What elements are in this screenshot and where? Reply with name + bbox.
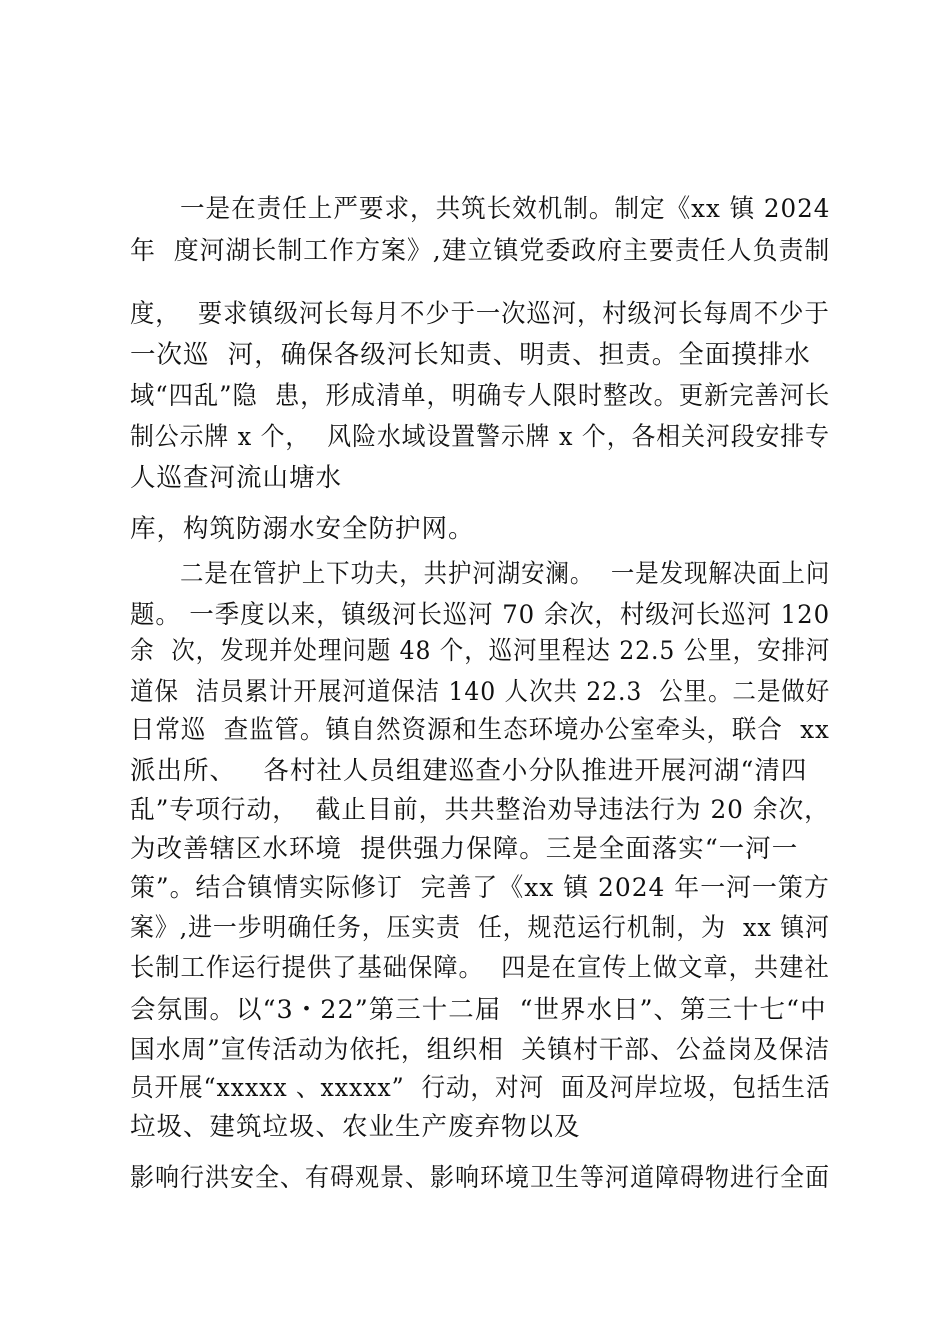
paragraph-2-line-15: 垃圾、建筑垃圾、农业生产废弃物以及 <box>130 1112 581 1142</box>
paragraph-2-line-1: 二是在管护上下功夫，共护河湖安澜。 一是发现解决面上问 <box>180 559 831 589</box>
paragraph-1-line-3: 度， 要求镇级河长每月不少于一次巡河，村级河长每周不少于 <box>130 299 830 329</box>
paragraph-2-line-7: 乱”专项行动， 截止目前，共共整治劝导违法行为 20 余次， <box>130 795 830 825</box>
paragraph-2-line-9: 策”。结合镇情实际修订 完善了《xx 镇 2024 年一河一策方 <box>130 873 830 903</box>
paragraph-1-line-5: 域“四乱”隐 患，形成清单，明确专人限时整改。更新完善河长 <box>130 381 831 411</box>
paragraph-1-line-6: 制公示牌 x 个， 风险水域设置警示牌 x 个，各相关河段安排专 <box>130 422 830 452</box>
paragraph-2-line-16: 影响行洪安全、有碍观景、影响环境卫生等河道障碍物进行全面 <box>130 1163 831 1193</box>
paragraph-2-line-8: 为改善辖区水环境 提供强力保障。三是全面落实“一河一 <box>130 834 799 864</box>
paragraph-1-line-2: 年 度河湖长制工作方案》,建立镇党委政府主要责任人负责制 <box>130 236 831 266</box>
paragraph-2-line-10: 案》,进一步明确任务，压实责 任，规范运行机制，为 xx 镇河 <box>130 913 830 943</box>
paragraph-2-line-14: 员开展“xxxxx 、xxxxx” 行动，对河 面及河岸垃圾，包括生活 <box>130 1073 831 1103</box>
paragraph-1-line-4: 一次巡 河，确保各级河长知责、明责、担责。全面摸排水 <box>130 340 811 370</box>
paragraph-2-line-12: 会氛围。以“3・22”第三十二届 “世界水日”、第三十七“中 <box>130 995 827 1025</box>
paragraph-1-line-8: 库，构筑防溺水安全防护网。 <box>130 514 475 544</box>
paragraph-2-line-6: 派出所、 各村社人员组建巡查小分队推进开展河湖“清四 <box>130 756 808 786</box>
paragraph-2-line-13: 国水周”宣传活动为依托，组织相 关镇村干部、公益岗及保洁 <box>130 1035 831 1065</box>
paragraph-1-line-7: 人巡查河流山塘水 <box>130 463 343 493</box>
paragraph-2-line-4: 道保 洁员累计开展河道保洁 140 人次共 22.3 公里。二是做好 <box>130 677 831 707</box>
paragraph-1-line-1: 一是在责任上严要求，共筑长效机制。制定《xx 镇 2024 <box>180 194 831 224</box>
paragraph-2-line-2: 题。 一季度以来，镇级河长巡河 70 余次，村级河长巡河 120 <box>130 600 831 630</box>
paragraph-2-line-5: 日常巡 查监管。镇自然资源和生态环境办公室牵头，联合 xx <box>130 715 830 745</box>
paragraph-2-line-11: 长制工作运行提供了基础保障。 四是在宣传上做文章，共建社 <box>130 953 830 983</box>
paragraph-2-line-3: 余 次，发现并处理问题 48 个，巡河里程达 22.5 公里，安排河 <box>130 636 831 666</box>
